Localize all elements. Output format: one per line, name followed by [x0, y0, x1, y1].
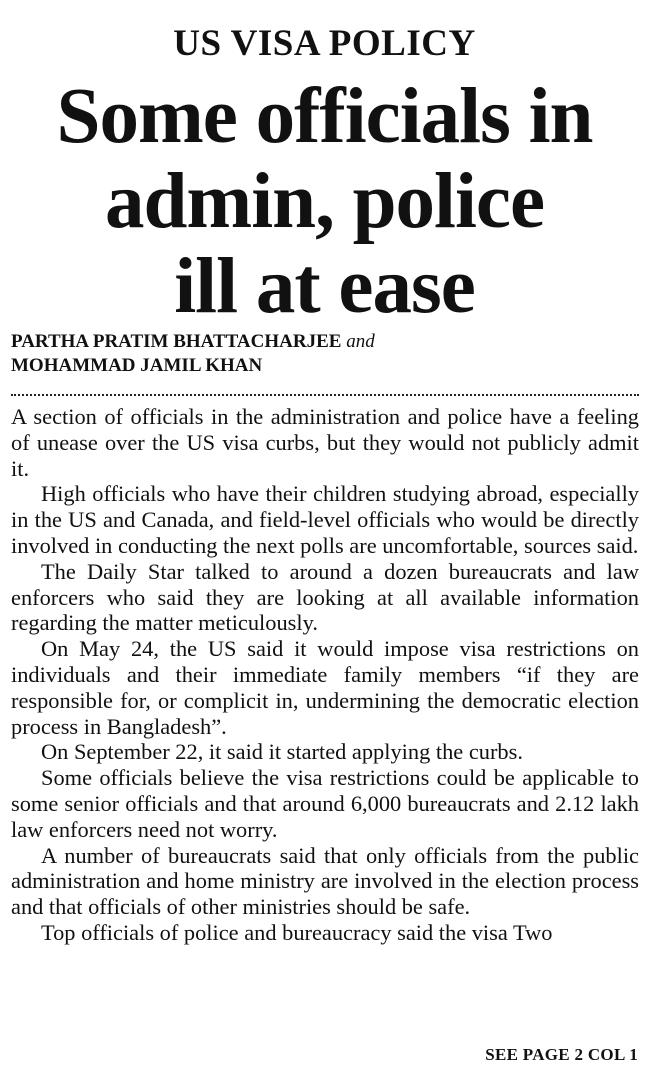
body-paragraph: Some officials believe the visa restrictions could be applicable to some senior officials and that around 6,000 bureaucrats and 2.12 lakh law enforcers need not worry.	[11, 765, 639, 842]
continuation-jump-line: SEE PAGE 2 COL 1	[485, 1045, 638, 1064]
dotted-divider	[11, 394, 639, 396]
body-paragraph: A section of officials in the administration and police have a feeling of unease over the US visa curbs, but they would not publicly admit it.	[11, 404, 639, 481]
body-paragraph: On May 24, the US said it would impose visa restrictions on individuals and their immediate family members “if they are responsible for, or complicit in, undermining the democratic election process in Bangladesh”.	[11, 636, 639, 739]
byline-author: PARTHA PRATIM BHATTACHARJEE	[11, 331, 342, 352]
byline	[11, 330, 639, 378]
byline-author: MOHAMMAD JAMIL KHAN	[11, 355, 263, 376]
headline-line: ill at ease	[174, 243, 475, 330]
body-paragraph: High officials who have their children studying abroad, especially in the US and Canada, and field-level officials who would be directly involved in conducting the next polls are uncomfortable, sources said.	[11, 481, 639, 558]
article-headline	[0, 74, 649, 329]
body-paragraph: On September 22, it said it started applying the curbs.	[41, 739, 523, 765]
headline-line: Some officials in	[56, 73, 593, 160]
body-paragraph: The Daily Star talked to around a dozen bureaucrats and law enforcers who said they are looking at all available information regarding the matter meticulously.	[11, 558, 639, 636]
article-kicker: US VISA POLICY	[173, 23, 476, 64]
body-paragraph: Top officials of police and bureaucracy said the visa Two	[41, 919, 553, 945]
body-paragraph: A number of bureaucrats said that only officials from the public administration and home ministry are involved in the election process and that officials of other ministries should be safe.	[11, 842, 639, 920]
byline-conjunction: and	[346, 331, 375, 352]
headline-line: admin, police	[104, 158, 545, 245]
article-body	[11, 404, 639, 946]
